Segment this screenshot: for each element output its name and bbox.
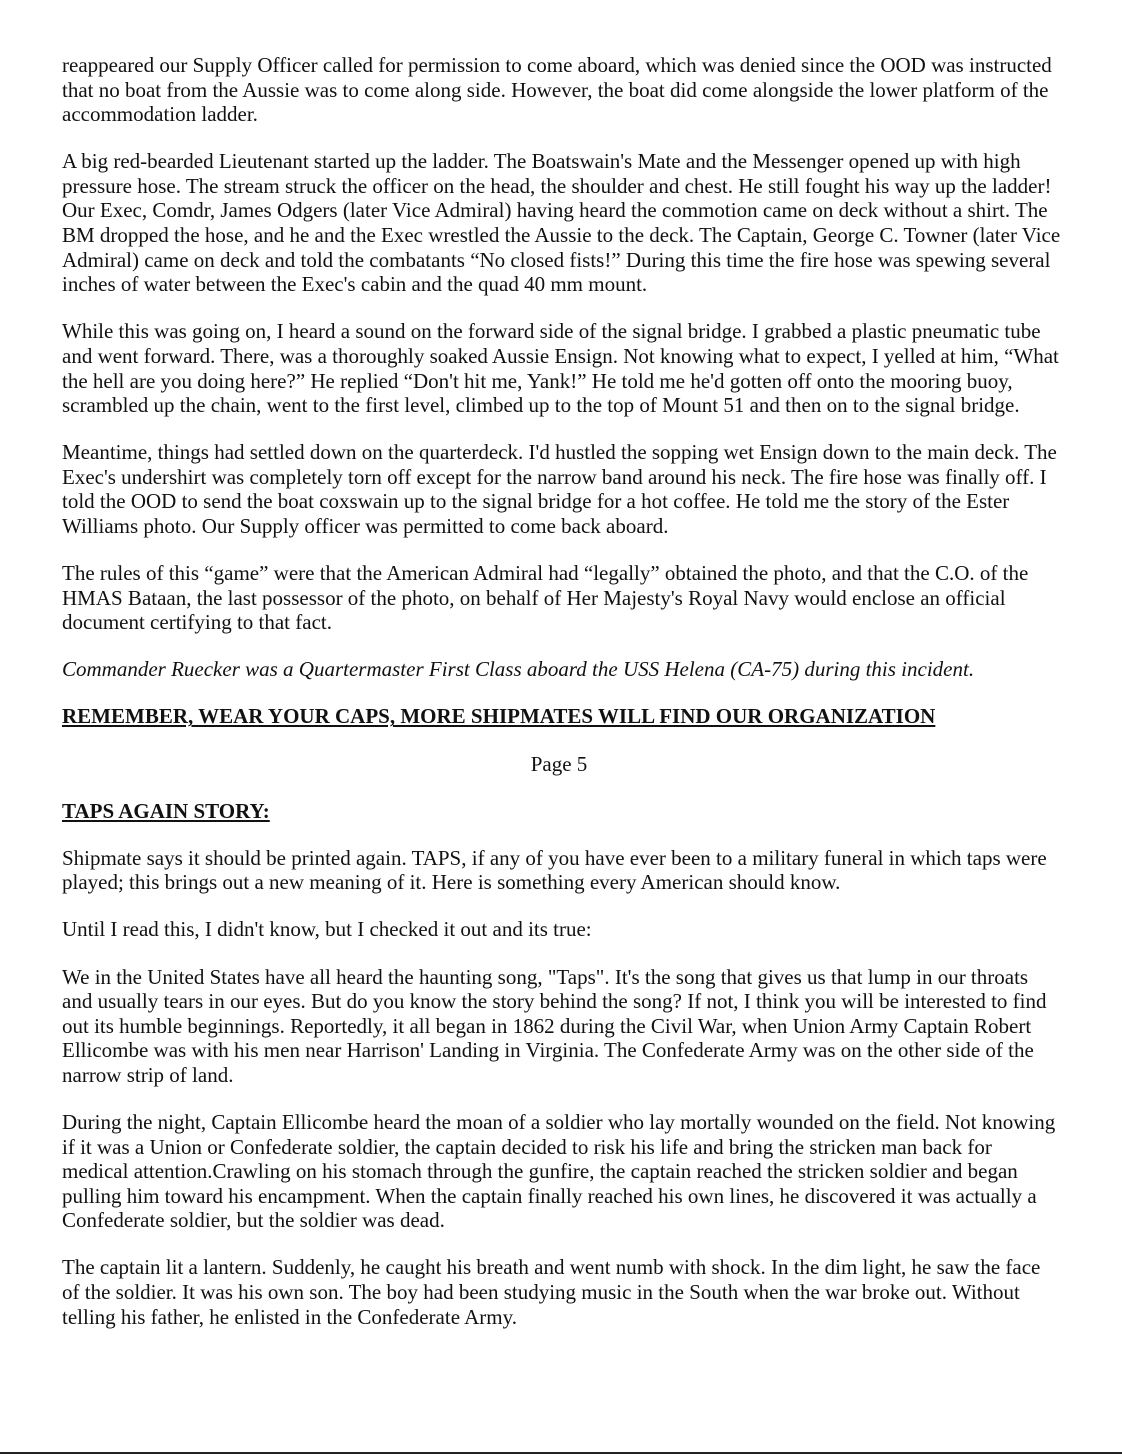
article-ester-williams-photo — [62, 53, 1062, 682]
author-note: Commander Ruecker was a Quartermaster First Class aboard the USS Helena (CA-75) during this incident. — [62, 657, 975, 682]
paragraph: The rules of this “game” were that the American Admiral had “legally” obtained the photo, and that the C.O. of the HMAS Bataan, the last possessor of the photo, on behalf of Her Majesty's Royal Navy would enclose an official document certifying to that fact. — [62, 561, 1029, 635]
document-page — [62, 53, 1062, 1352]
paragraph: A big red-bearded Lieutenant started up the ladder. The Boatswain's Mate and the Messenger opened up with high pressure hose. The stream struck the officer on the head, the shoulder and chest. He still fought his way up the ladder! Our Exec, Comdr, James Odgers (later Vice Admiral) having heard the commotion came on deck without a shirt. The BM dropped the hose, and he and the Exec wrestled the Aussie to the deck. The Captain, George C. Towner (later Vice Admiral) came on deck and told the combatants “No closed fists!” During this time the fire hose was spewing several inches of water between the Exec's cabin and the quad 40 mm mount. — [62, 149, 1061, 297]
section-heading: TAPS AGAIN STORY: — [62, 798, 270, 823]
paragraph: While this was going on, I heard a sound on the forward side of the signal bridge. I grabbed a plastic pneumatic tube and went forward. There, was a thoroughly soaked Aussie Ensign. Not knowing what to expect, I yelled at him, “What the hell are you doing here?” He replied “Don't hit me, Yank!” He told me he'd gotten off onto the mooring buoy, scrambled up the chain, went to the first level, climbed up to the top of Mount 51 and then on to the signal bridge. — [62, 319, 1059, 418]
page-number: Page 5 — [530, 751, 588, 776]
paragraph: We in the United States have all heard the haunting song, "Taps". It's the song that gives us that lump in our throats and usually tears in our eyes. But do you know the story behind the song? If not, I think you will be interested to find out its humble beginnings. Reportedly, it all began in 1862 during the Civil War, when Union Army Captain Robert Ellicombe was with his men near Harrison' Landing in Virginia. The Confederate Army was on the other side of the narrow strip of land. — [62, 964, 1047, 1087]
paragraph: Shipmate says it should be printed again. TAPS, if any of you have ever been to a military funeral in which taps were played; this brings out a new meaning of it. Here is something every American should know. — [62, 845, 1047, 895]
paragraph: The captain lit a lantern. Suddenly, he caught his breath and went numb with shock. In the dim light, he saw the face of the soldier. It was his own son. The boy had been studying music in the South when the war broke out. Without telling his father, he enlisted in the Confederate Army. — [62, 1255, 1041, 1329]
reminder-banner: REMEMBER, WEAR YOUR CAPS, MORE SHIPMATES WILL FIND OUR ORGANIZATION — [62, 704, 936, 729]
paragraph: During the night, Captain Ellicombe heard the moan of a soldier who lay mortally wounded on the field. Not knowing if it was a Union or Confederate soldier, the captain decided to risk his life and bring the stricken man back for medical attention.Crawling on his stomach through the gunfire, the captain reached the stricken soldier and began pulling him toward his encampment. When the captain finally reached his own lines, he discovered it was actually a Confederate soldier, but the soldier was dead. — [62, 1110, 1056, 1233]
paragraph: Until I read this, I didn't know, but I checked it out and its true: — [62, 917, 592, 942]
paragraph: Meantime, things had settled down on the quarterdeck. I'd hustled the sopping wet Ensign down to the main deck. The Exec's undershirt was completely torn off except for the narrow band around his neck. The fire hose was finally off. I told the OOD to send the boat coxswain up to the signal bridge for a hot coffee. He told me the story of the Ester Williams photo. Our Supply officer was permitted to come back aboard. — [62, 440, 1057, 538]
page-bottom-rule — [0, 1452, 1122, 1454]
article-taps-again-story — [62, 799, 1062, 1330]
paragraph: reappeared our Supply Officer called for permission to come aboard, which was denied since the OOD was instructed that no boat from the Aussie was to come along side. However, the boat did come alongside the lower platform of the accommodation ladder. — [62, 53, 1052, 127]
